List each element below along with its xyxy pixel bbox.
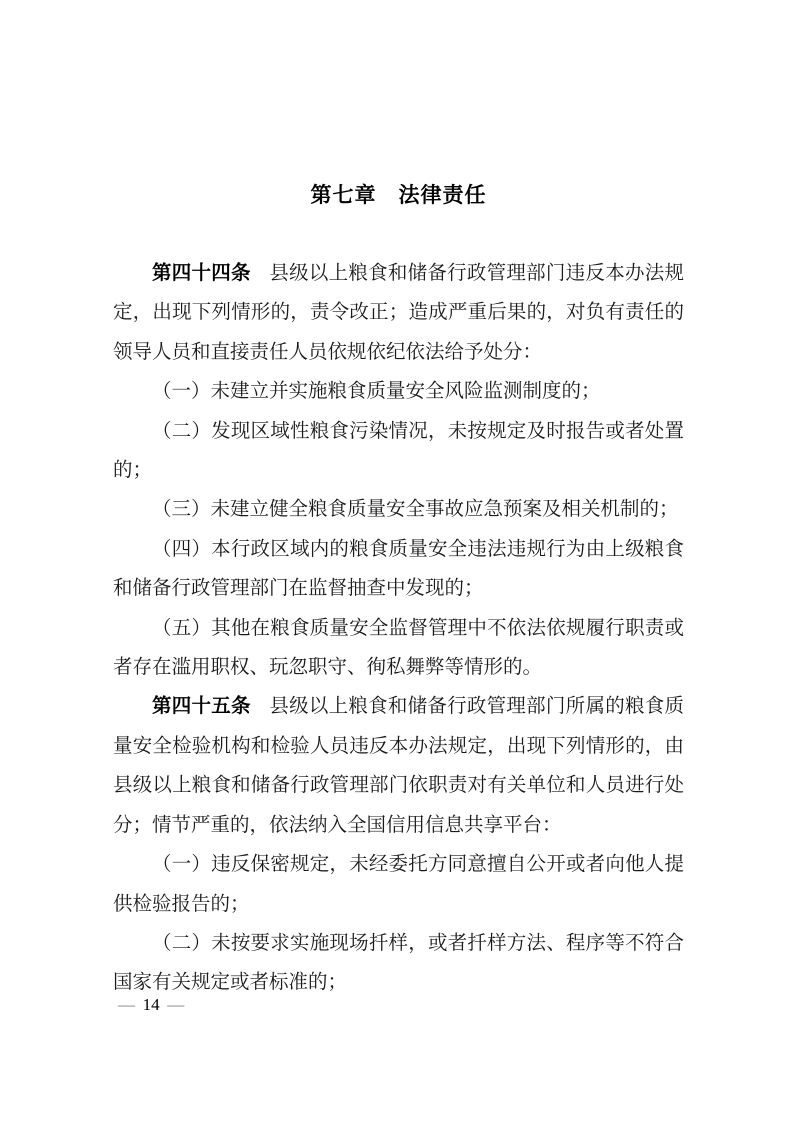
footer-page-number: 14 (142, 995, 160, 1014)
article-45-intro-text: 县级以上粮食和储备行政管理部门所属的粮食质量安全检验机构和检验人员违反本办法规定，出现下列情形的，由县级以上粮食和储备行政管理部门依职责对有关单位和人员进行处分；情节严重的，依法纳入全国信用信息共享平台： (113, 696, 684, 836)
article-45-item-1: （一）违反保密规定，未经委托方同意擅自公开或者向他人提供检验报告的； (113, 854, 684, 915)
article-44-item-5: （五）其他在粮食质量安全监督管理中不依法依规履行职责或者存在滥用职权、玩忽职守、徇私舞弊等情形的。 (113, 617, 684, 679)
article-44-item-1: （一）未建立并实施粮食质量安全风险监测制度的； (152, 381, 601, 403)
article-44-item-3: （三）未建立健全粮食质量安全事故应急预案及相关机制的； (152, 499, 679, 521)
page-content (113, 0, 684, 1003)
article-44-number: 第四十四条 (152, 262, 251, 284)
footer-left-dash: — (118, 995, 135, 1014)
article-body (113, 254, 684, 1003)
article-44-intro (113, 254, 684, 372)
article-45-item-2: （二）未按要求实施现场扦样，或者扦样方法、程序等不符合国家有关规定或者标准的； (113, 932, 684, 994)
chapter-title: 第七章 法律责任 (310, 184, 487, 207)
article-45-number: 第四十五条 (152, 695, 251, 718)
page-number-footer (118, 994, 184, 1016)
footer-right-dash: — (167, 995, 185, 1014)
article-45-intro (113, 687, 684, 845)
article-44-item-2: （二）发现区域性粮食污染情况，未按规定及时报告或者处置的； (113, 420, 684, 482)
article-44-intro-text: 县级以上粮食和储备行政管理部门违反本办法规定，出现下列情形的，责令改正；造成严重后果的，对负有责任的领导人员和直接责任人员依规依纪依法给予处分： (113, 263, 684, 363)
article-44-item-4: （四）本行政区域内的粮食质量安全违法违规行为由上级粮食和储备行政管理部门在监督抽查中发现的； (113, 538, 684, 600)
